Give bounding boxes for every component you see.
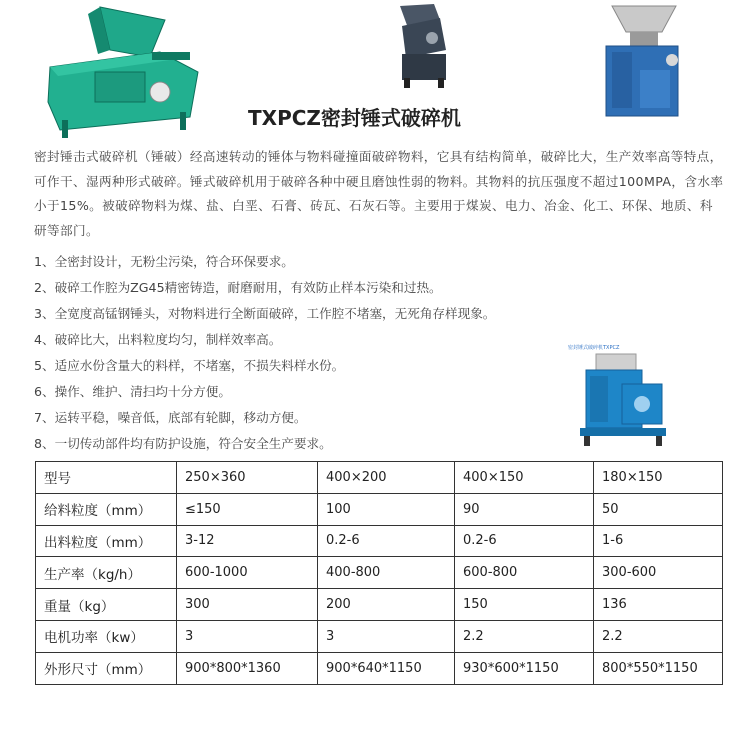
page-title: TXPCZ密封锤式破碎机 <box>248 106 461 130</box>
table-cell: 900*640*1150 <box>318 652 455 684</box>
table-cell: 90 <box>455 493 594 525</box>
table-cell: ≤150 <box>177 493 318 525</box>
table-cell: 300-600 <box>594 557 723 589</box>
table-cell: 0.2-6 <box>455 525 594 557</box>
table-cell: 150 <box>455 589 594 621</box>
table-cell: 136 <box>594 589 723 621</box>
row-label: 生产率（kg/h） <box>36 557 177 589</box>
table-cell: 3 <box>318 620 455 652</box>
feature-item: 5、适应水份含量大的料样，不堵塞，不损失料样水份。 <box>34 358 345 373</box>
feature-item: 8、一切传动部件均有防护设施，符合安全生产要求。 <box>34 436 332 451</box>
feature-item: 4、破碎比大，出料粒度均匀，制样效率高。 <box>34 332 282 347</box>
feature-item: 2、破碎工作腔为ZG45精密铸造，耐磨耐用，有效防止样本污染和过热。 <box>34 280 442 295</box>
table-cell: 600-800 <box>455 557 594 589</box>
feature-item: 6、操作、维护、清扫均十分方便。 <box>34 384 231 399</box>
intro-paragraph: 密封锤击式破碎机（锤破）经高速转动的锤体与物料碰撞面破碎物料，它具有结构简单，破碎比大，生产效率高等特点，可作干、湿两种形式破碎。锤式破碎机用于破碎各种中硬且磨蚀性弱的物料。其物料的抗压强度不超过100MPA，含水率小于15%。被破碎物料为煤、盐、白垩、石膏、砖瓦、石灰石等。主要用于煤炭、电力、冶金、化工、环保、地质、科研等部门。 <box>34 149 724 238</box>
table-cell: 400-800 <box>318 557 455 589</box>
table-cell: 2.2 <box>594 620 723 652</box>
blue-crusher-photo <box>560 340 682 448</box>
row-label: 给料粒度（mm） <box>36 493 177 525</box>
table-row <box>36 525 723 557</box>
grey-crusher-image <box>388 2 456 90</box>
row-label: 重量（kg） <box>36 589 177 621</box>
table-row <box>36 557 723 589</box>
table-cell: 600-1000 <box>177 557 318 589</box>
row-label: 出料粒度（mm） <box>36 525 177 557</box>
table-cell: 400×200 <box>318 462 455 494</box>
table-cell: 50 <box>594 493 723 525</box>
table-cell: 930*600*1150 <box>455 652 594 684</box>
table-cell: 2.2 <box>455 620 594 652</box>
blue-crusher-image <box>590 2 690 122</box>
table-cell: 3 <box>177 620 318 652</box>
table-row <box>36 589 723 621</box>
table-cell: 0.2-6 <box>318 525 455 557</box>
table-cell: 180×150 <box>594 462 723 494</box>
table-cell: 1-6 <box>594 525 723 557</box>
feature-item: 1、全密封设计，无粉尘污染，符合环保要求。 <box>34 254 294 269</box>
feature-list <box>34 249 554 457</box>
table-cell: 800*550*1150 <box>594 652 723 684</box>
photo-caption: 密封锤式破碎机TXPCZ <box>568 345 620 351</box>
table-cell: 200 <box>318 589 455 621</box>
feature-item: 3、全宽度高锰钢锤头，对物料进行全断面破碎，工作腔不堵塞，无死角存样现象。 <box>34 306 496 321</box>
green-crusher-image <box>40 2 205 140</box>
feature-item: 7、运转平稳，噪音低，底部有轮脚，移动方便。 <box>34 410 307 425</box>
table-cell: 300 <box>177 589 318 621</box>
table-cell: 900*800*1360 <box>177 652 318 684</box>
table-cell: 100 <box>318 493 455 525</box>
table-cell: 3-12 <box>177 525 318 557</box>
table-row <box>36 620 723 652</box>
row-label: 外形尺寸（mm） <box>36 652 177 684</box>
table-row <box>36 462 723 494</box>
table-row <box>36 493 723 525</box>
spec-table <box>35 461 723 685</box>
table-cell: 250×360 <box>177 462 318 494</box>
row-label: 型号 <box>36 462 177 494</box>
row-label: 电机功率（kw） <box>36 620 177 652</box>
table-cell: 400×150 <box>455 462 594 494</box>
table-row <box>36 652 723 684</box>
